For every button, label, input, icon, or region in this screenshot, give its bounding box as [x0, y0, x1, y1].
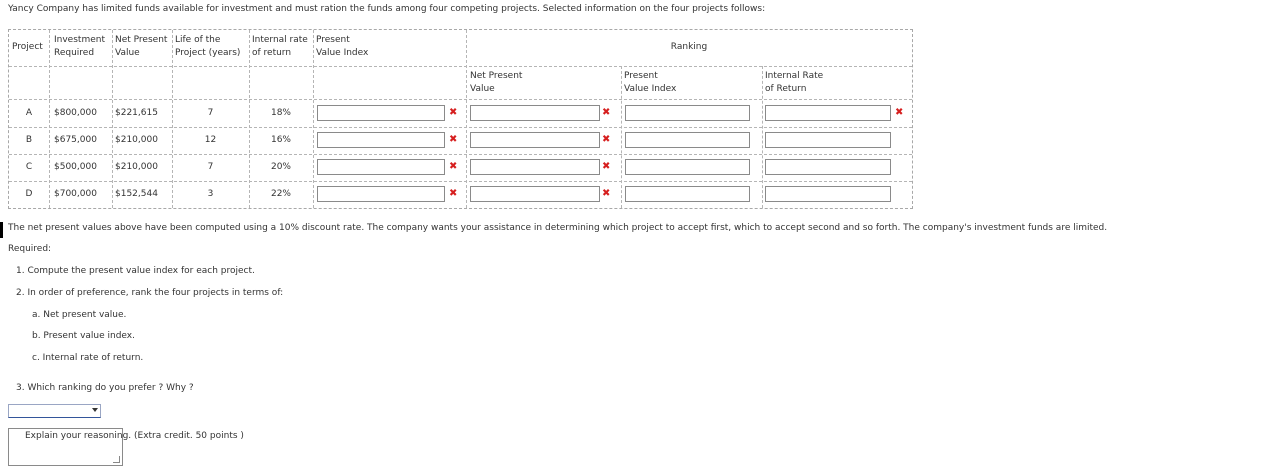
- rank-irr-input-b[interactable]: [765, 132, 891, 148]
- problem-paragraph: The net present values above have been computed using a 10% discount rate. The company wants your assistance in determining which project to accept first, which to accept second and so forth. The company's investment funds are limited.: [8, 223, 1108, 233]
- header-pvi-1: Present: [316, 35, 350, 45]
- table-row-life: 3: [207, 189, 214, 199]
- table-row-npv: $210,000: [115, 162, 158, 172]
- rank-npv-input-b[interactable]: [470, 132, 600, 148]
- rank-pvi-input-a[interactable]: [625, 105, 750, 121]
- question-1: 1. Compute the present value index for each project.: [16, 266, 255, 276]
- table-row-investment: $675,000: [54, 135, 97, 145]
- pvi-input-c[interactable]: [317, 159, 445, 175]
- question-3: 3. Which ranking do you prefer ? Why ?: [16, 383, 194, 393]
- pvi-input-a[interactable]: [317, 105, 445, 121]
- rank-irr-input-a[interactable]: [765, 105, 891, 121]
- chevron-down-icon: [92, 408, 98, 412]
- header-life-2: Project (years): [175, 48, 241, 58]
- rank-irr-input-c[interactable]: [765, 159, 891, 175]
- header-rank-irr-1: Internal Rate: [765, 71, 824, 81]
- rank-pvi-input-c[interactable]: [625, 159, 750, 175]
- pvi-input-d[interactable]: [317, 186, 445, 202]
- rank-npv-input-a[interactable]: [470, 105, 600, 121]
- ranking-preference-dropdown[interactable]: [8, 404, 101, 418]
- table-row-project: B: [25, 135, 33, 145]
- rank-pvi-input-d[interactable]: [625, 186, 750, 202]
- header-rank-npv-2: Value: [470, 84, 495, 94]
- row-divider: [9, 181, 912, 182]
- header-project: Project: [12, 42, 43, 52]
- table-row-npv: $152,544: [115, 189, 158, 199]
- table-row-project: D: [25, 189, 33, 199]
- rank-pvi-input-b[interactable]: [625, 132, 750, 148]
- header-rank-irr-2: of Return: [765, 84, 807, 94]
- table-row-irr: 16%: [270, 135, 291, 145]
- header-npv-1: Net Present: [115, 35, 168, 45]
- col-divider: [762, 66, 763, 208]
- rank-npv-input-d[interactable]: [470, 186, 600, 202]
- question-2c: c. Internal rate of return.: [32, 353, 144, 363]
- table-row-npv: $210,000: [115, 135, 158, 145]
- error-x-icon: ✖: [449, 161, 458, 172]
- col-divider: [621, 66, 622, 208]
- table-row-life: 7: [207, 162, 214, 172]
- table-row-investment: $500,000: [54, 162, 97, 172]
- question-marker: [0, 222, 3, 238]
- table-row-irr: 22%: [270, 189, 291, 199]
- required-label: Required:: [8, 244, 52, 254]
- question-2a: a. Net present value.: [32, 310, 127, 320]
- question-2b: b. Present value index.: [32, 331, 135, 341]
- row-divider: [9, 66, 912, 67]
- error-x-icon: ✖: [602, 161, 611, 172]
- error-x-icon: ✖: [602, 134, 611, 145]
- header-rank-pvi-1: Present: [624, 71, 658, 81]
- error-x-icon: ✖: [449, 134, 458, 145]
- header-irr-2: of return: [252, 48, 292, 58]
- projects-table: [8, 29, 913, 209]
- intro-text: Yancy Company has limited funds available for investment and must ration the funds among four competing projects. Selected information on the four projects follows:: [8, 4, 766, 14]
- explain-label: Explain your reasoning. (Extra credit. 50 points ): [25, 431, 244, 441]
- row-divider: [9, 154, 912, 155]
- pvi-input-b[interactable]: [317, 132, 445, 148]
- table-row-irr: 20%: [270, 162, 291, 172]
- explain-reasoning-textarea[interactable]: [8, 428, 244, 466]
- rank-irr-input-d[interactable]: [765, 186, 891, 202]
- table-row-project: C: [25, 162, 33, 172]
- error-x-icon: ✖: [449, 188, 458, 199]
- question-2: 2. In order of preference, rank the four projects in terms of:: [16, 288, 284, 298]
- table-row-life: 7: [207, 108, 214, 118]
- table-row-irr: 18%: [270, 108, 291, 118]
- resize-grip-icon[interactable]: [113, 456, 120, 463]
- header-ranking: Ranking: [670, 42, 708, 52]
- header-investment-1: Investment: [54, 35, 105, 45]
- table-row-life: 12: [204, 135, 217, 145]
- table-row-npv: $221,615: [115, 108, 158, 118]
- header-rank-npv-1: Net Present: [470, 71, 523, 81]
- table-row-investment: $700,000: [54, 189, 97, 199]
- header-pvi-2: Value Index: [316, 48, 369, 58]
- header-investment-2: Required: [54, 48, 95, 58]
- table-row-project: A: [25, 108, 33, 118]
- header-life-1: Life of the: [175, 35, 221, 45]
- error-x-icon: ✖: [895, 107, 904, 118]
- row-divider: [9, 99, 912, 100]
- header-rank-pvi-2: Value Index: [624, 84, 677, 94]
- error-x-icon: ✖: [602, 107, 611, 118]
- header-npv-2: Value: [115, 48, 140, 58]
- table-row-investment: $800,000: [54, 108, 97, 118]
- header-irr-1: Internal rate: [252, 35, 308, 45]
- rank-npv-input-c[interactable]: [470, 159, 600, 175]
- error-x-icon: ✖: [449, 107, 458, 118]
- row-divider: [9, 127, 912, 128]
- error-x-icon: ✖: [602, 188, 611, 199]
